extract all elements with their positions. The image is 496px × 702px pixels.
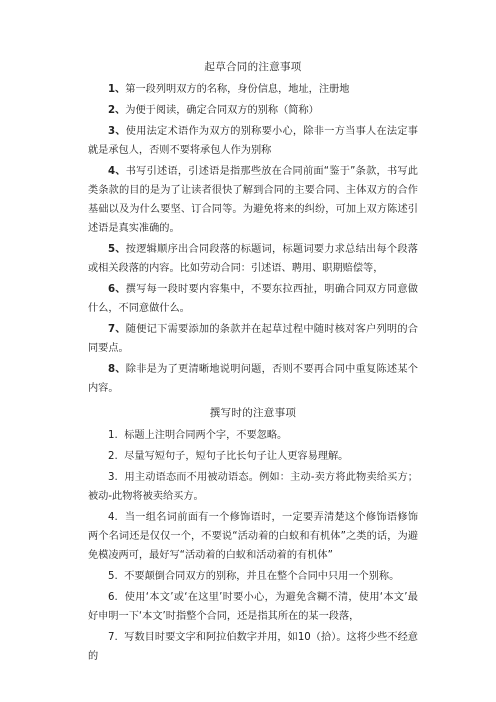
item-text: 按逻辑顺序出合同段落的标题词，标题词要力求总结出每个段落或相关段落的内容。比如劳动合同：引述语、聘用、职期赔偿等，	[88, 244, 418, 274]
item-text: 写数目时要文字和阿拉伯数字并用，如10（拾）。这将少些不经意的	[88, 632, 418, 662]
item-text: 为便于阅读，确定合同双方的别称（简称）	[125, 105, 319, 116]
item-text: 第一段列明双方的名称，身份信息，地址，注册地	[125, 84, 350, 95]
item-number: 2、	[108, 105, 126, 116]
section-title-drafting: 起草合同的注意事项	[204, 61, 302, 73]
item-number: 2.	[108, 451, 118, 462]
item-text: 标题上注明合同两个字，不要忽略。	[124, 430, 288, 441]
item-number: 8、	[108, 364, 126, 375]
drafting-item-7	[88, 320, 418, 358]
item-number: 7.	[108, 632, 118, 643]
writing-item-6	[88, 588, 418, 626]
writing-item-7	[88, 628, 418, 666]
item-number: 5.	[108, 571, 118, 582]
item-number: 4、	[108, 166, 126, 177]
item-text: 当一组名词前面有一个修饰语时，一定要弄清楚这个修饰语修饰两个名词还是仅仅一个，不要说“活动着的白蚁和有机体”之类的话，为避免模凌两可，最好写“活动着的白蚁和活动着的有机体”	[88, 512, 419, 561]
writing-item-5	[88, 567, 418, 586]
drafting-item-6	[88, 280, 418, 318]
drafting-item-1	[88, 80, 418, 99]
item-number: 5、	[108, 244, 126, 255]
writing-item-4	[88, 508, 418, 565]
item-number: 6.	[108, 592, 118, 603]
item-number: 3、	[108, 126, 126, 137]
writing-item-3	[88, 468, 418, 506]
drafting-item-4	[88, 162, 418, 238]
drafting-item-3	[88, 122, 418, 160]
section-title-writing: 撰写时的注意事项	[209, 407, 297, 419]
item-text: 尽量写短句子，短句子比长句子让人更容易理解。	[124, 451, 349, 462]
drafting-item-2	[88, 101, 418, 120]
item-text: 用主动语态而不用被动语态。例如：主动-卖方将此物卖给买方；被动-此物将被卖给买方。	[88, 472, 418, 502]
document-body	[88, 58, 418, 668]
item-number: 7、	[108, 324, 126, 335]
item-number: 3.	[108, 472, 118, 483]
item-number: 1、	[108, 84, 126, 95]
item-number: 1.	[108, 430, 118, 441]
item-text: 使用法定术语作为双方的别称要小心，除非一方当事人在法定事就是承包人，否则不要将承包人作为别称	[88, 126, 418, 156]
item-text: 撰写每一段时要内容集中，不要东拉西扯，明确合同双方同意做什么，不同意做什么。	[88, 284, 418, 314]
item-text: 书写引述语，引述语是指那些放在合同前面“鉴于”条款，书写此类条款的目的是为了让读者很快了解到合同的主要合同、主体双方的合作基础以及为什么要坚、订合同等。为避免将来的纠纷，可加上双方陈述引述语是真实准确的。	[88, 166, 418, 234]
item-number: 4.	[108, 512, 118, 523]
drafting-item-5	[88, 240, 418, 278]
item-number: 6、	[108, 284, 126, 295]
writing-item-2	[88, 447, 418, 466]
writing-item-1	[88, 426, 418, 445]
item-text: 使用‘本文’或‘在这里’时要小心，为避免含糊不清，使用‘本文’最好申明一下‘本文’时指整个合同，还是指其所在的某一段落，	[88, 592, 418, 622]
item-text: 随便记下需要添加的条款并在起草过程中随时核对客户列明的合同要点。	[88, 324, 418, 354]
drafting-item-8	[88, 360, 418, 398]
item-text: 不要颠倒合同双方的别称，并且在整个合同中只用一个别称。	[124, 571, 400, 582]
item-text: 除非是为了更清晰地说明问题，否则不要再合同中重复陈述某个内容。	[88, 364, 418, 394]
